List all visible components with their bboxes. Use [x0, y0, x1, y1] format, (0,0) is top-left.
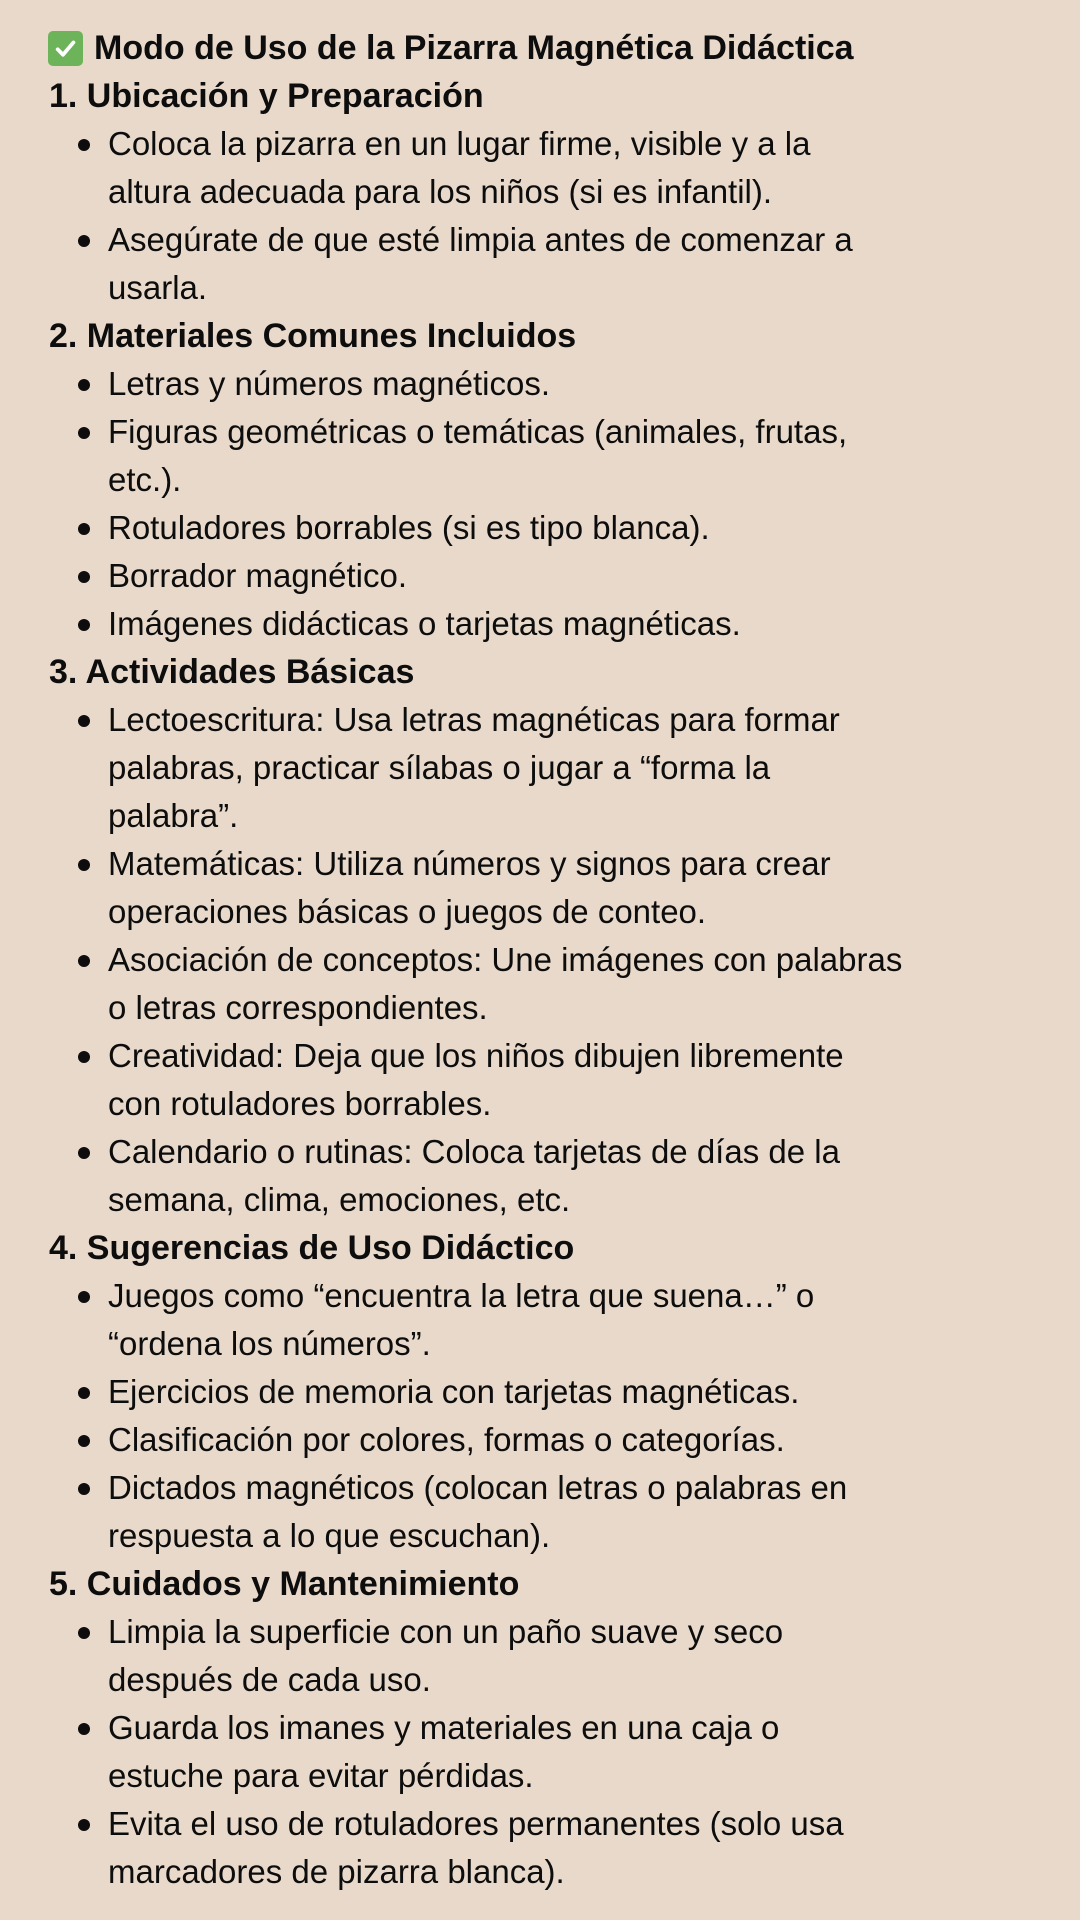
list-item-line: [0, 1416, 1080, 1464]
bullet-icon: [78, 1147, 90, 1159]
list-item-text: respuesta a lo que escuchan).: [108, 1517, 551, 1554]
bullet-icon: [78, 523, 90, 535]
list-item-line: [0, 1032, 1080, 1080]
list-item-line: [0, 1512, 1080, 1560]
list-item-text: Imágenes didácticas o tarjetas magnéticas.: [108, 605, 741, 642]
section-heading: 3. Actividades Básicas: [49, 653, 415, 691]
section-actividades: [0, 648, 1080, 1224]
list-item-text: marcadores de pizarra blanca).: [108, 1853, 565, 1890]
list-item-line: [0, 840, 1080, 888]
section-materiales: [0, 312, 1080, 648]
list-item-text: Borrador magnético.: [108, 557, 407, 594]
list-item-line: [0, 600, 1080, 648]
list-item: [0, 936, 1080, 1032]
list-item-text: con rotuladores borrables.: [108, 1085, 492, 1122]
bullet-icon: [78, 1291, 90, 1303]
list-item-text: Calendario o rutinas: Coloca tarjetas de días de la: [108, 1133, 840, 1170]
list-item-text: operaciones básicas o juegos de conteo.: [108, 893, 707, 930]
list-item-line: [0, 1176, 1080, 1224]
list-item-line: [0, 1656, 1080, 1704]
list-item-line: [0, 1320, 1080, 1368]
list-item-text: Juegos como “encuentra la letra que suena…” o: [108, 1277, 815, 1314]
list-item: [0, 1608, 1080, 1704]
list-item-line: [0, 360, 1080, 408]
list-item-line: [0, 1368, 1080, 1416]
list-item-text: Lectoescritura: Usa letras magnéticas para formar: [108, 701, 840, 738]
section-heading: 1. Ubicación y Preparación: [49, 77, 484, 115]
bullet-icon: [78, 955, 90, 967]
list-item-line: [0, 1464, 1080, 1512]
list-item-text: Asegúrate de que esté limpia antes de comenzar a: [108, 221, 853, 258]
list-item: [0, 1032, 1080, 1128]
list-item-text: Rotuladores borrables (si es tipo blanca).: [108, 509, 710, 546]
list-item-text: palabra”.: [108, 797, 239, 834]
list-item-line: [0, 1128, 1080, 1176]
list-item-text: Limpia la superficie con un paño suave y seco: [108, 1613, 784, 1650]
document-title: Modo de Uso de la Pizarra Magnética Didáctica: [94, 29, 854, 67]
section-ubicacion-preparacion: [0, 72, 1080, 312]
bullet-icon: [78, 1483, 90, 1495]
bullet-list: [0, 696, 1080, 1224]
list-item: [0, 1128, 1080, 1224]
bullet-list: [0, 360, 1080, 648]
section-heading: 4. Sugerencias de Uso Didáctico: [49, 1229, 575, 1267]
list-item-text: Matemáticas: Utiliza números y signos para crear: [108, 845, 831, 882]
list-item-line: [0, 792, 1080, 840]
list-item-text: Ejercicios de memoria con tarjetas magnéticas.: [108, 1373, 800, 1410]
list-item-line: [0, 1272, 1080, 1320]
bullet-icon: [78, 619, 90, 631]
bullet-icon: [78, 1819, 90, 1831]
list-item-text: Clasificación por colores, formas o categorías.: [108, 1421, 785, 1458]
list-item: [0, 696, 1080, 840]
list-item-line: [0, 552, 1080, 600]
list-item-text: Guarda los imanes y materiales en una caja o: [108, 1709, 780, 1746]
bullet-list: [0, 1272, 1080, 1560]
list-item-line: [0, 216, 1080, 264]
list-item-line: [0, 408, 1080, 456]
list-item-line: [0, 120, 1080, 168]
bullet-icon: [78, 715, 90, 727]
list-item: [0, 1272, 1080, 1368]
list-item-line: [0, 504, 1080, 552]
bullet-icon: [78, 571, 90, 583]
bullet-icon: [78, 139, 90, 151]
bullet-icon: [78, 1627, 90, 1639]
list-item: [0, 1464, 1080, 1560]
list-item-text: Letras y números magnéticos.: [108, 365, 551, 402]
list-item-line: [0, 1752, 1080, 1800]
list-item-text: usarla.: [108, 269, 208, 306]
bullet-icon: [78, 1387, 90, 1399]
list-item-text: semana, clima, emociones, etc.: [108, 1181, 571, 1218]
bullet-icon: [78, 235, 90, 247]
bullet-icon: [78, 1435, 90, 1447]
bullet-list: [0, 120, 1080, 312]
list-item: [0, 504, 1080, 552]
bullet-icon: [78, 1051, 90, 1063]
bullet-icon: [78, 379, 90, 391]
list-item-line: [0, 1080, 1080, 1128]
section-cuidados: [0, 1560, 1080, 1896]
list-item-text: palabras, practicar sílabas o jugar a “forma la: [108, 749, 771, 786]
list-item: [0, 216, 1080, 312]
bullet-icon: [78, 1723, 90, 1735]
list-item-text: Evita el uso de rotuladores permanentes (solo usa: [108, 1805, 844, 1842]
list-item: [0, 600, 1080, 648]
list-item-line: [0, 1608, 1080, 1656]
list-item-line: [0, 888, 1080, 936]
list-item-text: o letras correspondientes.: [108, 989, 488, 1026]
section-sugerencias: [0, 1224, 1080, 1560]
list-item-text: “ordena los números”.: [108, 1325, 431, 1362]
list-item-line: [0, 744, 1080, 792]
list-item-text: después de cada uso.: [108, 1661, 431, 1698]
check-mark-button-icon: [48, 31, 83, 66]
list-item-line: [0, 1800, 1080, 1848]
list-item: [0, 120, 1080, 216]
check-glyph-icon: [53, 36, 78, 61]
list-item: [0, 408, 1080, 504]
list-item: [0, 1704, 1080, 1800]
list-item-line: [0, 1848, 1080, 1896]
list-item-text: altura adecuada para los niños (si es infantil).: [108, 173, 773, 210]
list-item: [0, 1800, 1080, 1896]
list-item-line: [0, 264, 1080, 312]
list-item-text: estuche para evitar pérdidas.: [108, 1757, 534, 1794]
list-item-line: [0, 456, 1080, 504]
list-item-line: [0, 168, 1080, 216]
list-item-text: etc.).: [108, 461, 182, 498]
list-item-text: Coloca la pizarra en un lugar firme, visible y a la: [108, 125, 811, 162]
list-item-line: [0, 936, 1080, 984]
list-item: [0, 552, 1080, 600]
bullet-icon: [78, 859, 90, 871]
bullet-list: [0, 1608, 1080, 1896]
document: [0, 24, 1080, 1896]
list-item-line: [0, 1704, 1080, 1752]
list-item-text: Asociación de conceptos: Une imágenes con palabras: [108, 941, 903, 978]
list-item-line: [0, 696, 1080, 744]
list-item: [0, 360, 1080, 408]
section-heading: 5. Cuidados y Mantenimiento: [49, 1565, 520, 1603]
list-item-text: Figuras geométricas o temáticas (animales, frutas,: [108, 413, 848, 450]
list-item-text: Creatividad: Deja que los niños dibujen libremente: [108, 1037, 844, 1074]
bullet-icon: [78, 427, 90, 439]
list-item: [0, 1368, 1080, 1416]
list-item: [0, 840, 1080, 936]
list-item-text: Dictados magnéticos (colocan letras o palabras en: [108, 1469, 848, 1506]
list-item: [0, 1416, 1080, 1464]
document-title-row: [0, 24, 1080, 72]
list-item-line: [0, 984, 1080, 1032]
section-heading: 2. Materiales Comunes Incluidos: [49, 317, 577, 355]
